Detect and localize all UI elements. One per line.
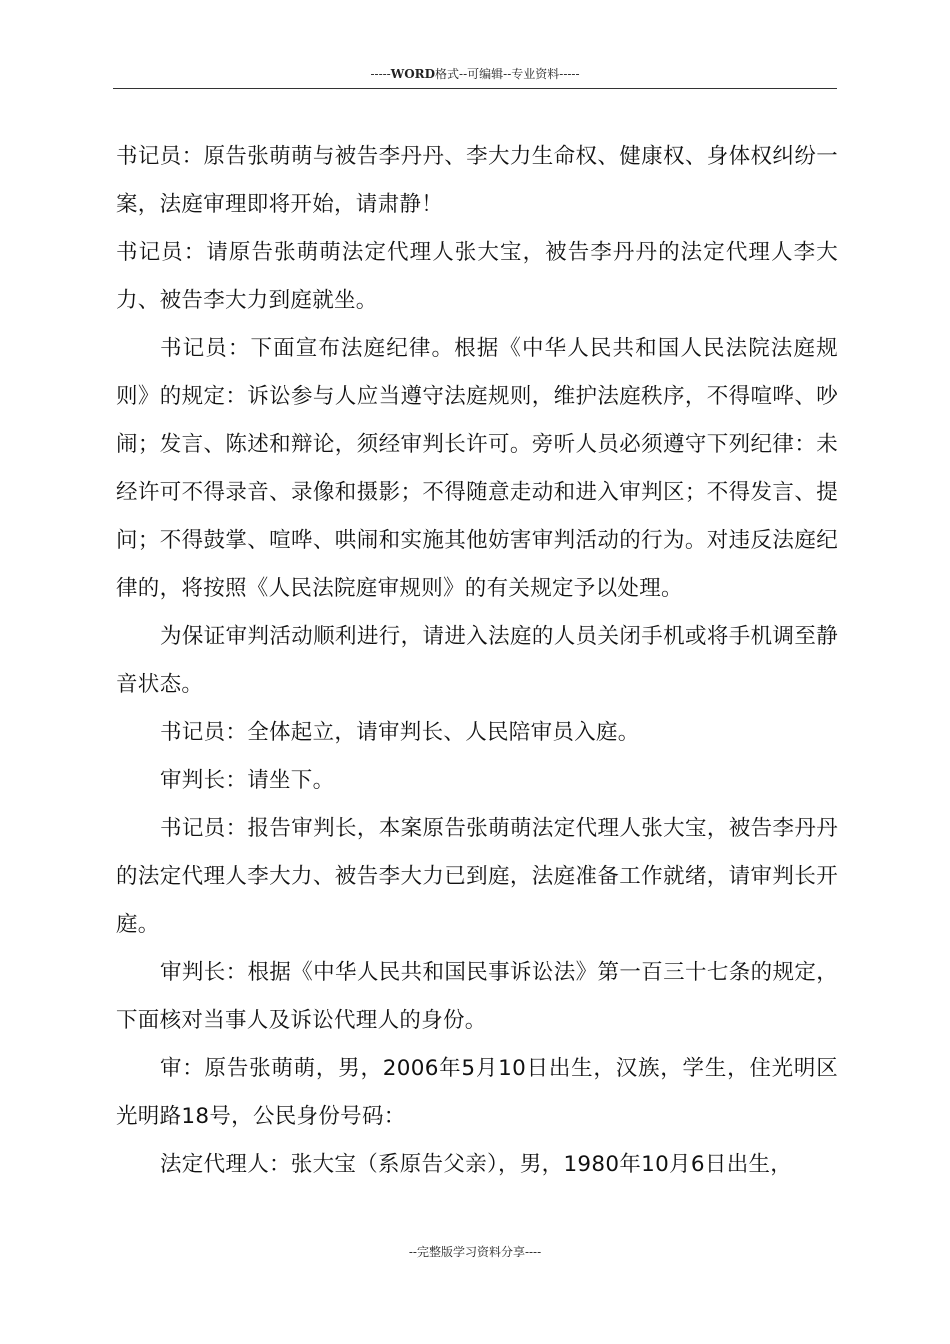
paragraph-judge-identity-check: 审判长：根据《中华人民共和国民事诉讼法》第一百三十七条的规定，下面核对当事人及诉讼代理人的身份。	[116, 960, 838, 1033]
paragraph-plaintiff-info: 审：原告张萌萌，男，2006年5月10日出生，汉族，学生，住光明区光明路18号，公民身份号码：	[116, 1056, 838, 1129]
paragraph-clerk-seating: 书记员：请原告张萌萌法定代理人张大宝，被告李丹丹的法定代理人李大力、被告李大力到庭就坐。	[116, 240, 838, 313]
paragraph-legal-representative: 法定代理人：张大宝（系原告父亲），男，1980年10月6日出生，	[160, 1152, 793, 1177]
header-suffix: 格式--可编辑--专业资料-----	[435, 67, 580, 81]
page-footer: --完整版学习资料分享----	[408, 1245, 542, 1259]
header-divider	[113, 88, 837, 89]
page-header	[0, 66, 950, 82]
paragraph-all-rise: 书记员：全体起立，请审判长、人民陪审员入庭。	[160, 720, 640, 745]
paragraph-court-rules: 书记员：下面宣布法庭纪律。根据《中华人民共和国人民法院法庭规则》的规定：诉讼参与人应当遵守法庭规则，维护法庭秩序，不得喧哗、吵闹；发言、陈述和辩论，须经审判长许可。旁听人员必须遵守下列纪律：未经许可不得录音、录像和摄影；不得随意走动和进入审判区；不得发言、提问；不得鼓掌、喧哗、哄闹和实施其他妨害审判活动的行为。对违反法庭纪律的，将按照《人民法院庭审规则》的有关规定予以处理。	[116, 336, 838, 601]
paragraph-clerk-opening: 书记员：原告张萌萌与被告李丹丹、李大力生命权、健康权、身体权纠纷一案，法庭审理即将开始，请肃静！	[116, 144, 838, 217]
paragraph-clerk-report: 书记员：报告审判长，本案原告张萌萌法定代理人张大宝，被告李丹丹的法定代理人李大力、被告李大力已到庭，法庭准备工作就绪，请审判长开庭。	[116, 816, 838, 937]
header-word: WORD	[390, 67, 436, 81]
paragraph-phone-notice: 为保证审判活动顺利进行，请进入法庭的人员关闭手机或将手机调至静音状态。	[116, 624, 838, 697]
document-body	[116, 133, 838, 1189]
paragraph-judge-sit: 审判长：请坐下。	[160, 768, 335, 793]
header-prefix: -----	[370, 67, 391, 81]
